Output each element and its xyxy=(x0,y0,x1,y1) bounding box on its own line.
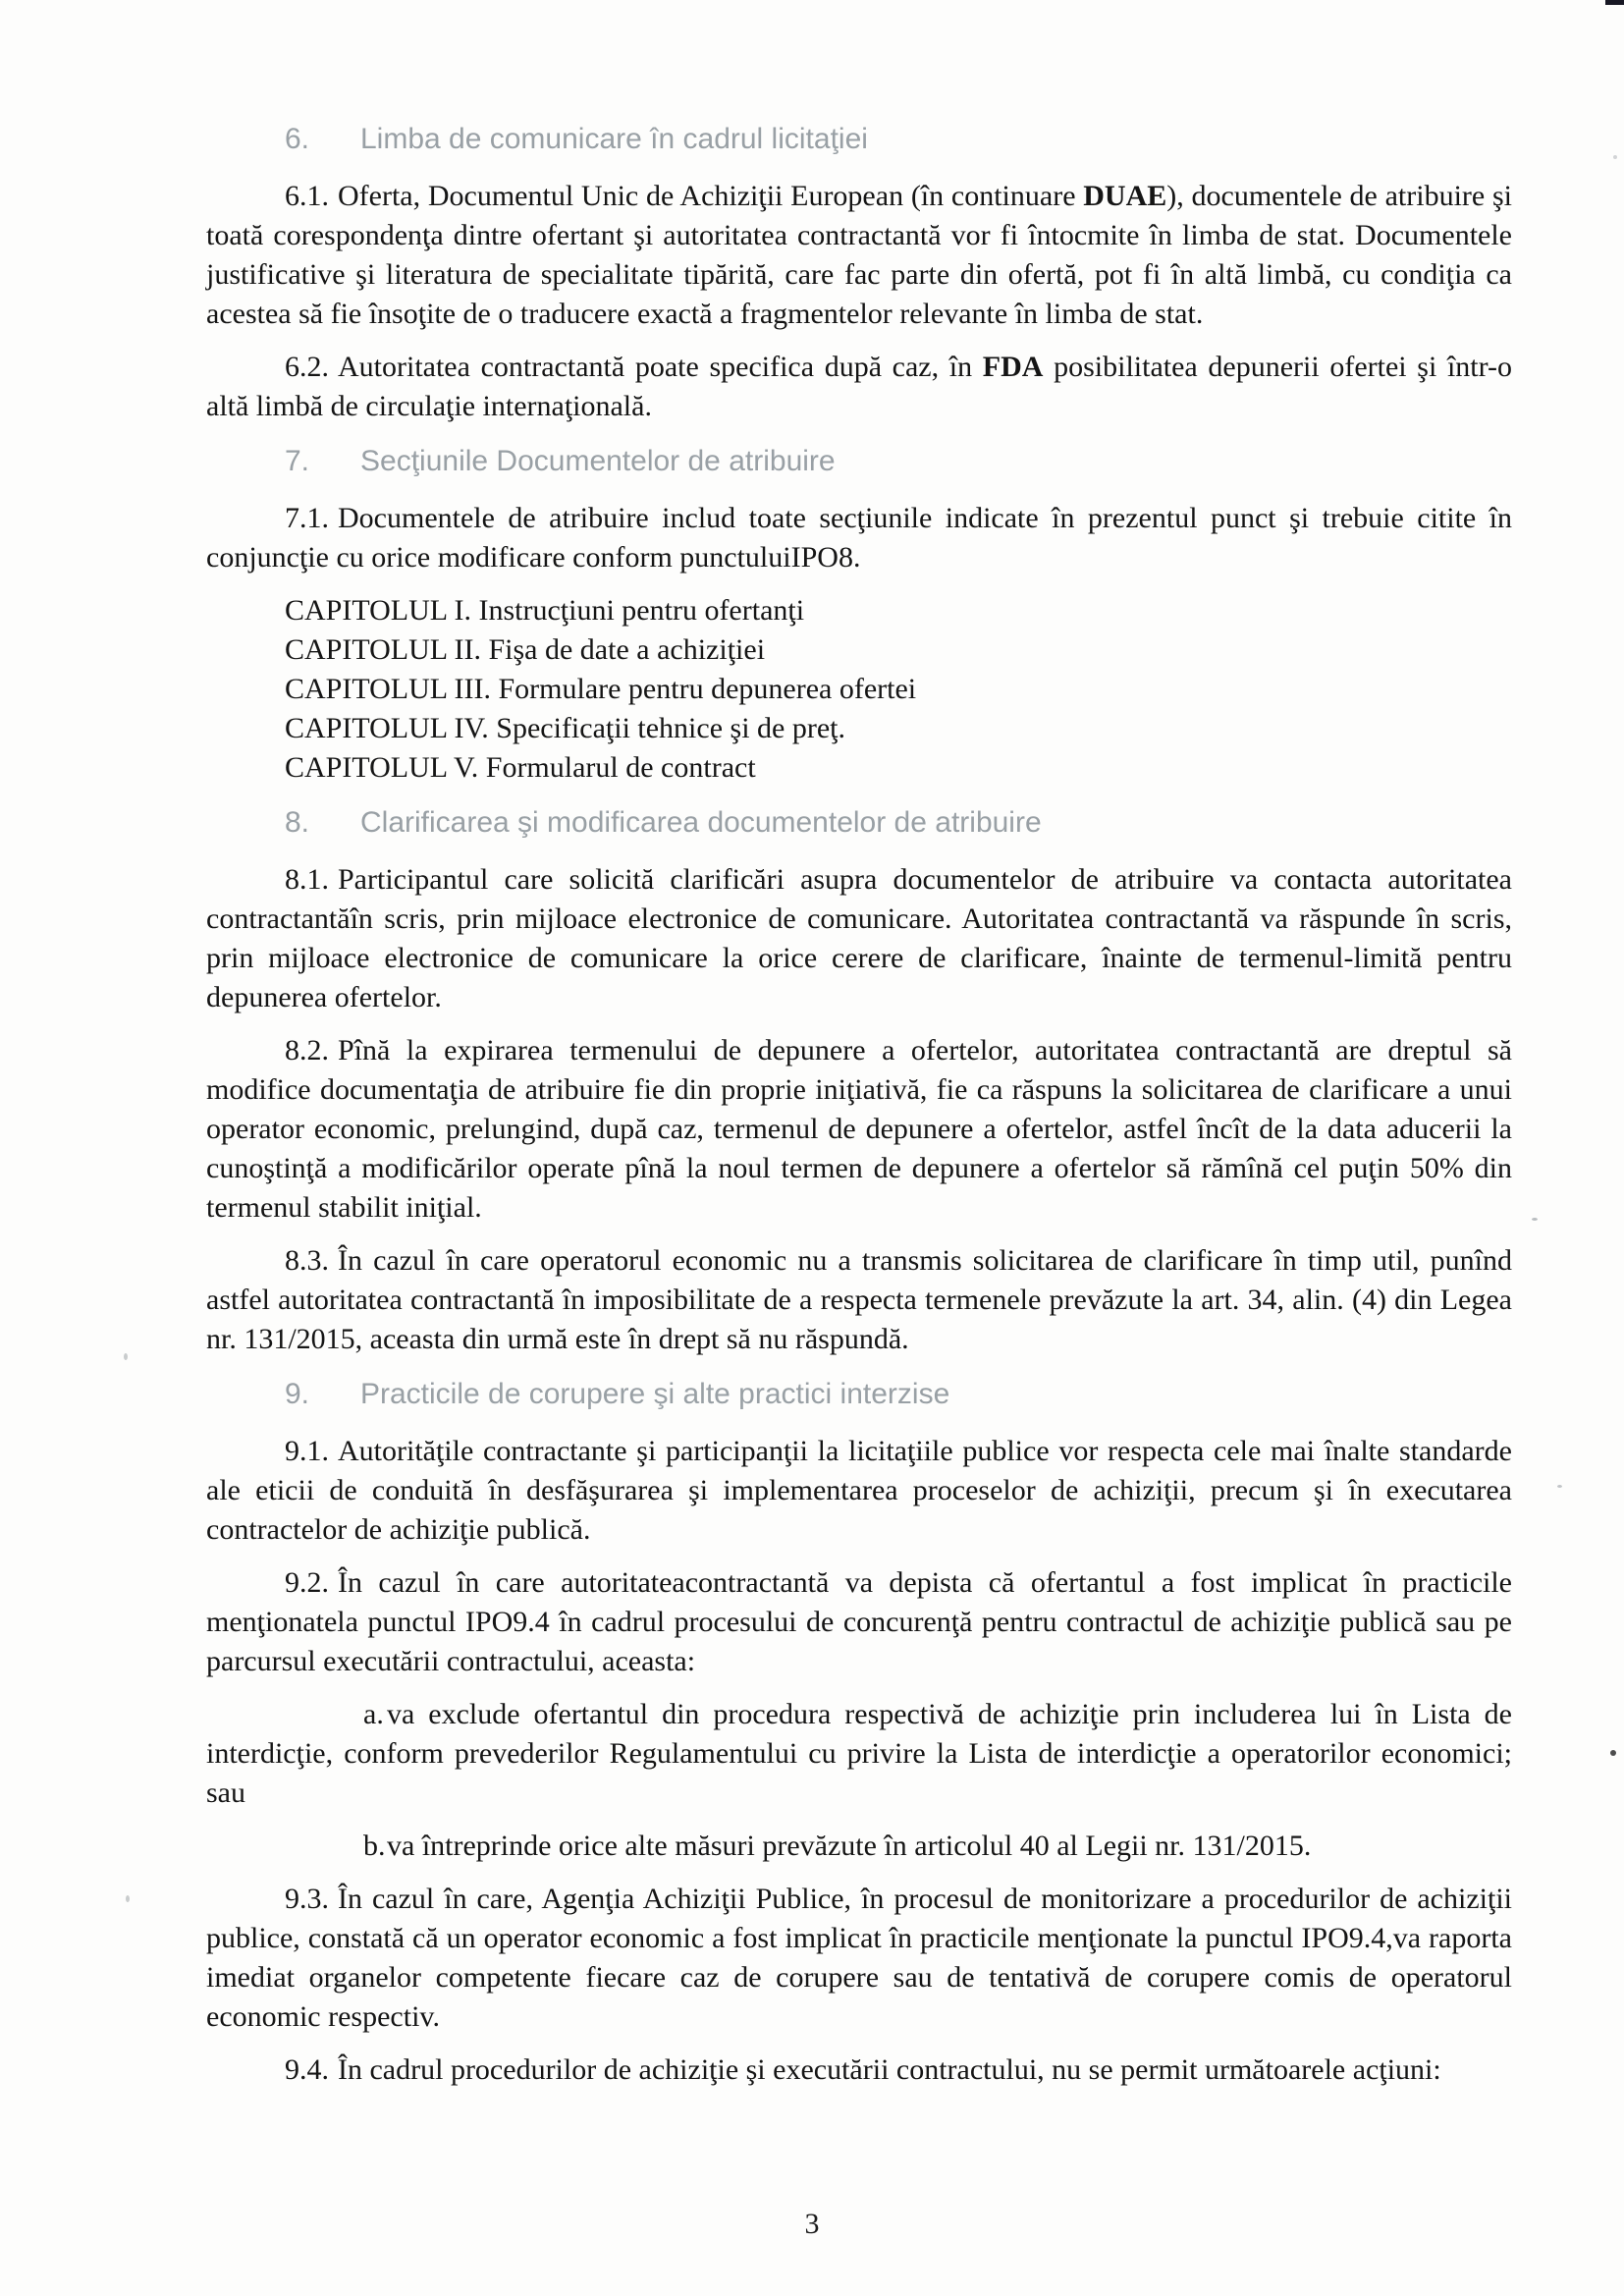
paragraph-text: Participantul care solicită clarificări asupra documentelor de atribuire va contacta autoritatea contractantăîn scris, prin mijloace electronice de comunicare. Autoritatea contractantă va răspunde în scris, prin mijloace electronice de comunicare la orice cerere de clarificare, înainte de termenul-limită pentru depunerea ofertelor. xyxy=(206,863,1512,1013)
paragraph-9-3 xyxy=(206,1880,1512,2037)
heading-number: 9. xyxy=(285,1378,310,1410)
paragraph-text: Documentele de atribuire includ toate secţiunile indicate în prezentul punct şi trebuie citite în conjuncţie cu orice modificare conform punctuluiIPO8. xyxy=(206,502,1512,574)
paragraph-9-4 xyxy=(206,2050,1512,2090)
paragraph-9-1 xyxy=(206,1432,1512,1550)
bold-term-duae: DUAE xyxy=(1083,180,1167,212)
paragraph-number: 6.1. xyxy=(285,180,329,212)
paragraph-text: posibilitatea depunerii ofertei şi într-o altă limbă de circulaţie internaţională. xyxy=(206,351,1512,422)
chapter-line: CAPITOLUL II. Fişa de date a achiziţiei xyxy=(285,633,766,666)
paragraph-number: 7.1. xyxy=(285,502,329,534)
heading-title: Secţiunile Documentelor de atribuire xyxy=(360,445,836,477)
chapter-line: CAPITOLUL V. Formularul de contract xyxy=(285,751,756,784)
page-number: 3 xyxy=(804,2208,820,2240)
paragraph-6-2 xyxy=(206,348,1512,426)
scan-speck xyxy=(126,1895,130,1902)
heading-title: Limba de comunicare în cadrul licitaţiei xyxy=(360,123,868,155)
heading-number: 8. xyxy=(285,806,310,839)
chapter-line: CAPITOLUL IV. Specificaţii tehnice şi de preţ. xyxy=(285,712,845,744)
paragraph-number: 6.2. xyxy=(285,351,329,383)
heading-number: 6. xyxy=(285,123,310,155)
paragraph-text: În cazul în care autoritateacontractantă va depista că ofertantul a fost implicat în practicile menţionatela punctul IPO9.4 în cadrul procesului de concurenţă pentru contractul de achiziţie publică sau pe parcursul executării contractului, aceasta: xyxy=(206,1566,1512,1677)
list-item-a xyxy=(206,1695,1512,1813)
paragraph-text: Autoritatea contractantă poate specifica după caz, în xyxy=(338,351,983,383)
list-marker: b. xyxy=(363,1830,386,1862)
paragraph-text: Autorităţile contractante şi participanţii la licitaţiile publice vor respecta cele mai înalte standarde ale eticii de conduită în desfăşurarea şi implementarea proceselor de achiziţii, precum şi în executarea contractelor de achiziţie publică. xyxy=(206,1435,1512,1546)
scan-speck xyxy=(1532,1218,1538,1221)
bold-term-fda: FDA xyxy=(982,351,1044,383)
scan-speck xyxy=(124,1353,128,1360)
paragraph-9-2 xyxy=(206,1563,1512,1681)
chapter-line: CAPITOLUL I. Instrucţiuni pentru ofertanţi xyxy=(285,594,805,627)
heading-number: 7. xyxy=(285,445,310,477)
paragraph-number: 9.1. xyxy=(285,1435,329,1467)
chapter-list xyxy=(206,591,1512,788)
scan-speck xyxy=(1610,1750,1616,1756)
scan-speck xyxy=(1557,1485,1562,1488)
paragraph-number: 8.2. xyxy=(285,1034,329,1066)
paragraph-8-3 xyxy=(206,1241,1512,1359)
section-heading-6 xyxy=(206,122,1512,157)
paragraph-text: În cadrul procedurilor de achiziţie şi executării contractului, nu se permit următoarele acţiuni: xyxy=(338,2053,1441,2086)
paragraph-number: 8.1. xyxy=(285,863,329,896)
paragraph-text: În cazul în care operatorul economic nu a transmis solicitarea de clarificare în timp util, punînd astfel autoritatea contractantă în imposibilitate de a respecta termenele prevăzute la art. 34, alin. (4) din Legea nr. 131/2015, aceasta din urmă este în drept să nu răspundă. xyxy=(206,1244,1512,1355)
list-marker: a. xyxy=(363,1698,384,1730)
paragraph-8-1 xyxy=(206,860,1512,1017)
list-item-b xyxy=(206,1827,1512,1866)
paragraph-number: 9.3. xyxy=(285,1883,329,1915)
paragraph-text: ), documentele de atribuire şi toată corespondenţa dintre ofertant şi autoritatea contractantă vor fi întocmite în limba de stat. Documentele justificative şi literatura de specialitate tipărită, care fac parte din ofertă, pot fi în altă limbă, cu condiţia ca acestea să fie însoţite de o traducere exactă a fragmentelor relevante în limba de stat. xyxy=(206,180,1512,330)
paragraph-text: Oferta, Documentul Unic de Achiziţii European (în continuare xyxy=(338,180,1084,212)
paragraph-6-1 xyxy=(206,177,1512,334)
heading-title: Clarificarea şi modificarea documentelor de atribuire xyxy=(360,806,1042,839)
paragraph-text: Pînă la expirarea termenului de depunere a ofertelor, autoritatea contractantă are dreptul să modifice documentaţia de atribuire fie din proprie iniţiativă, fie ca răspuns la solicitarea de clarificare a unui operator economic, prelungind, după caz, termenul de depunere a ofertelor, astfel încît de la data aducerii la cunoştinţă a modificărilor operate pînă la noul termen de depunere a ofertelor să rămînă cel puţin 50% din termenul stabilit iniţial. xyxy=(206,1034,1512,1224)
list-item-text: va exclude ofertantul din procedura respectivă de achiziţie prin includerea lui în Lista de interdicţie, conform prevederilor Regulamentului cu privire la Lista de interdicţie a operatorilor economici; sau xyxy=(206,1698,1512,1809)
heading-title: Practicile de corupere şi alte practici interzise xyxy=(360,1378,950,1410)
section-heading-8 xyxy=(206,805,1512,841)
scan-speck xyxy=(1613,155,1617,159)
paragraph-8-2 xyxy=(206,1031,1512,1228)
paragraph-number: 9.2. xyxy=(285,1566,329,1599)
paragraph-number: 9.4. xyxy=(285,2053,329,2086)
paragraph-text: În cazul în care, Agenţia Achiziţii Publice, în procesul de monitorizare a procedurilor de achiziţii publice, constată că un operator economic a fost implicat în practicile menţionate la punctul IPO9.4,va raporta imediat organelor competente fiecare caz de corupere sau de tentativă de corupere comis de operatorul economic respectiv. xyxy=(206,1883,1512,2033)
section-heading-7 xyxy=(206,444,1512,479)
chapter-line: CAPITOLUL III. Formulare pentru depunerea ofertei xyxy=(285,673,917,705)
document-page xyxy=(206,122,1512,2104)
list-item-text: va întreprinde orice alte măsuri prevăzute în articolul 40 al Legii nr. 131/2015. xyxy=(387,1830,1312,1862)
section-heading-9 xyxy=(206,1377,1512,1412)
paragraph-7-1 xyxy=(206,499,1512,577)
scan-artifact-corner-mark xyxy=(1605,0,1624,5)
paragraph-number: 8.3. xyxy=(285,1244,329,1277)
